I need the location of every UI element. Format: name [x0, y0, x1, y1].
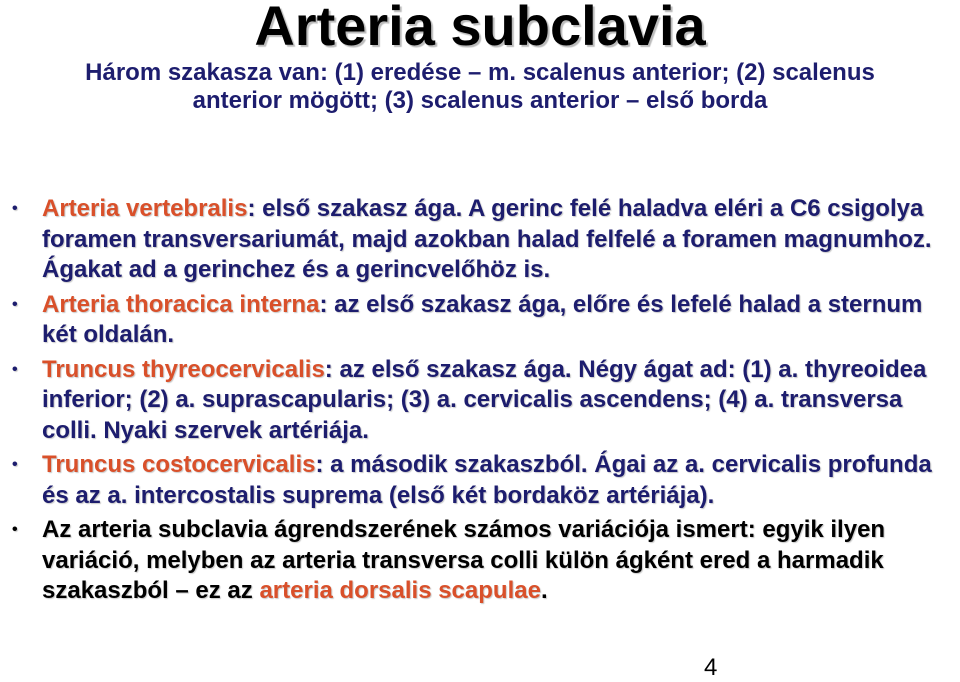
- list-item-vertebralis: [0, 194, 960, 286]
- bullet-icon: •: [12, 360, 18, 378]
- item-text-end: .: [540, 577, 548, 604]
- term-highlight: arteria dorsalis scapulae: [259, 577, 541, 604]
- bullet-icon: •: [12, 521, 18, 538]
- item-text: : első szakasz ága. A gerinc felé haladva eléri a C6 csigolya foramen transversariumát, majd azokban halad felfelé a foramen magnumhoz. Ágakat ad a gerinchez és a gerincvelőhöz is.: [42, 195, 932, 283]
- bullet-icon: •: [12, 456, 18, 473]
- slide-subtitle: Három szakasza van: (1) eredése – m. scalenus anterior; (2) scalenus anterior mögött; (3) scalenus anterior – első borda: [85, 59, 875, 114]
- item-text: Az arteria subclavia ágrendszerének számos variációja ismert: egyik ilyen variáció, melyben az arteria transversa colli külön ágként ered a harmadik szakaszból – ez az: [42, 516, 886, 604]
- term-highlight: Truncus thyreocervicalis: [42, 355, 325, 383]
- item-text: : az első szakasz ága, előre és lefelé halad a sternum két oldalán.: [42, 290, 923, 348]
- term-highlight: Truncus costocervicalis: [42, 451, 316, 478]
- list-item-costocervicalis: [0, 450, 960, 511]
- term-highlight: Arteria vertebralis: [42, 195, 248, 222]
- page-number: 4: [704, 654, 718, 681]
- list-item-thoracica-interna: [0, 290, 960, 351]
- bullet-list: [0, 194, 960, 607]
- slide-title: Arteria subclavia: [254, 0, 706, 57]
- item-text: : az első szakasz ága. Négy ágat ad: (1) a. thyreoidea inferior; (2) a. suprascapularis; (3) a. cervicalis ascendens; (4) a. transversa colli. Nyaki szervek artériája.: [42, 355, 927, 444]
- bullet-icon: •: [12, 295, 18, 313]
- list-item-variations: [0, 515, 960, 607]
- list-item-thyreocervicalis: [0, 355, 960, 447]
- bullet-icon: •: [12, 200, 18, 217]
- item-text: : a második szakaszból. Ágai az a. cervicalis profunda és az a. intercostalis suprema (első két bordaköz artériája).: [42, 451, 932, 509]
- term-highlight: Arteria thoracica interna: [42, 290, 320, 318]
